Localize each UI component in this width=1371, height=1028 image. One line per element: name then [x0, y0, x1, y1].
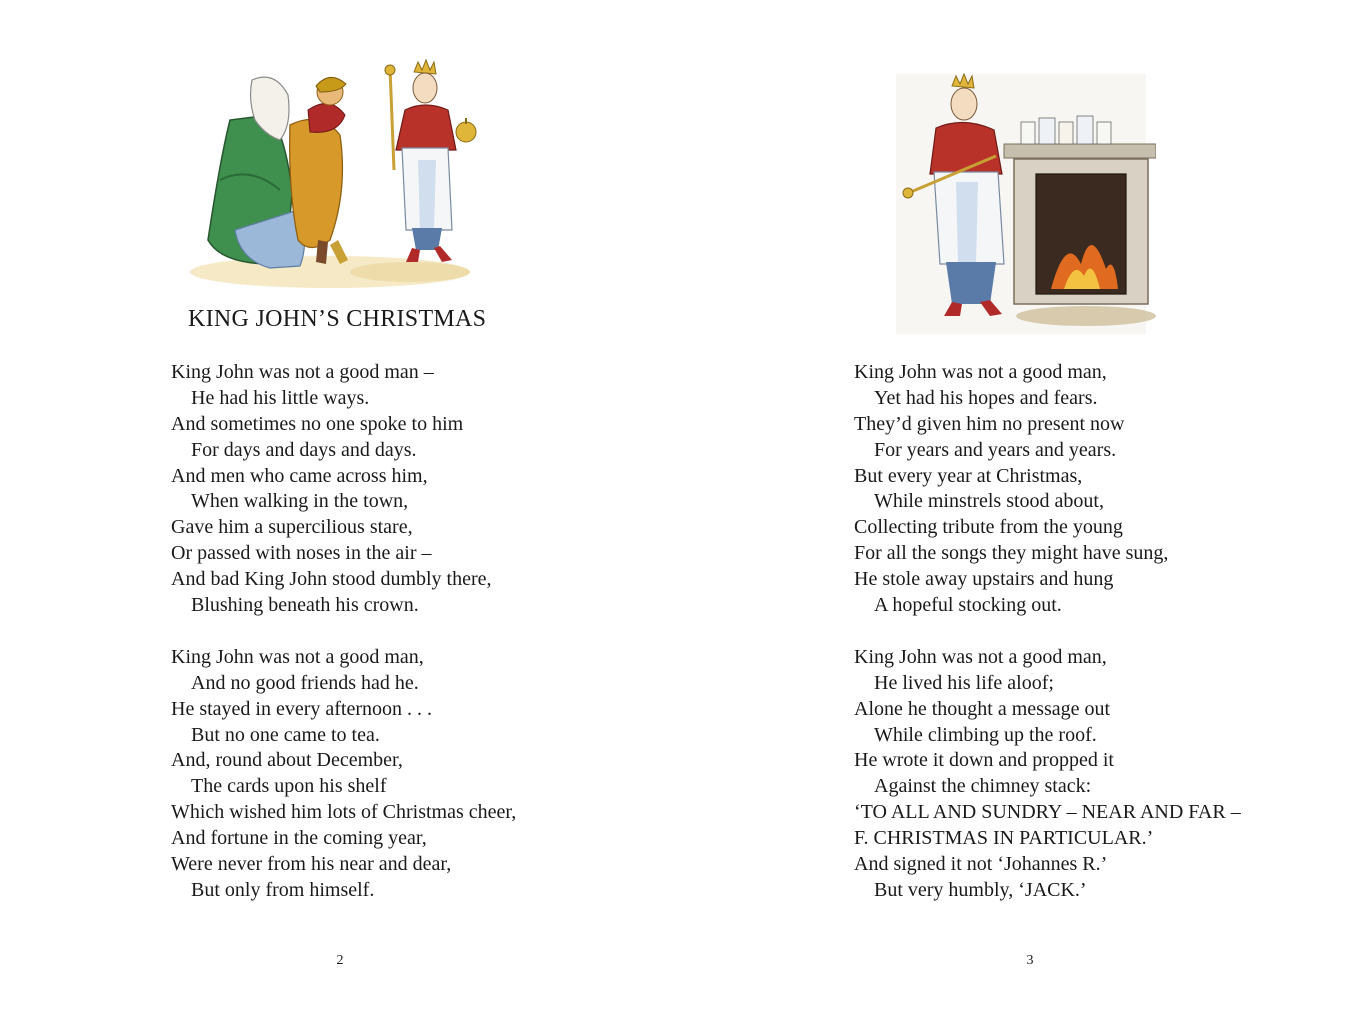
poem-line: But very humbly, ‘JACK.’: [874, 878, 1087, 901]
poem-line: He stole away upstairs and hung: [854, 568, 1114, 591]
stanza: [854, 360, 1241, 619]
poem-line: Blushing beneath his crown.: [191, 594, 419, 617]
poem-text-right: [854, 360, 1241, 904]
king-john-and-courtiers-illustration: [180, 40, 500, 300]
page-number: 2: [336, 953, 344, 968]
poem-line: Alone he thought a message out: [854, 697, 1111, 720]
poem-line: But every year at Christmas,: [854, 464, 1083, 487]
poem-line: Gave him a supercilious stare,: [171, 516, 413, 539]
poem-line: And, round about December,: [171, 749, 403, 772]
poem-line: When walking in the town,: [191, 490, 409, 513]
poem-line: But only from himself.: [191, 878, 375, 901]
poem-line: Against the chimney stack:: [874, 775, 1092, 798]
poem-line: F. CHRISTMAS IN PARTICULAR.’: [854, 827, 1154, 850]
poem-title: KING JOHN’S CHRISTMAS: [188, 306, 487, 332]
page-number: 3: [1026, 953, 1034, 968]
poem-line: Which wished him lots of Christmas cheer,: [171, 801, 517, 824]
poem-line: A hopeful stocking out.: [874, 594, 1062, 617]
poem-line: And bad King John stood dumbly there,: [171, 568, 492, 591]
poem-line: And men who came across him,: [171, 464, 428, 487]
poem-line: ‘TO ALL AND SUNDRY – NEAR AND FAR –: [854, 801, 1241, 824]
poem-line: For all the songs they might have sung,: [854, 542, 1169, 565]
poem-line: And no good friends had he.: [191, 671, 419, 694]
poem-line: He had his little ways.: [191, 386, 370, 409]
poem-line: He lived his life aloof;: [874, 671, 1054, 694]
stanza: [854, 645, 1241, 904]
poem-line: While minstrels stood about,: [874, 490, 1104, 513]
poem-text-left: [171, 360, 516, 904]
stanza: [171, 645, 516, 904]
poem-line: And sometimes no one spoke to him: [171, 412, 464, 435]
king-john-at-fireplace-illustration: [886, 64, 1156, 349]
stanza: [171, 360, 516, 619]
poem-line: King John was not a good man,: [854, 645, 1107, 668]
poem-line: The cards upon his shelf: [191, 775, 387, 798]
poem-line: King John was not a good man –: [171, 361, 434, 383]
poem-line: Were never from his near and dear,: [171, 853, 452, 876]
poem-line: King John was not a good man,: [171, 645, 424, 668]
poem-line: King John was not a good man,: [854, 361, 1107, 383]
poem-line: For years and years and years.: [874, 438, 1117, 461]
poem-line: And fortune in the coming year,: [171, 827, 427, 850]
poem-line: For days and days and days.: [191, 438, 417, 461]
poem-line: While climbing up the roof.: [874, 723, 1097, 746]
poem-line: And signed it not ‘Johannes R.’: [854, 853, 1108, 876]
poem-line: Or passed with noses in the air –: [171, 542, 432, 565]
poem-line: Yet had his hopes and fears.: [874, 386, 1098, 409]
poem-line: He wrote it down and propped it: [854, 749, 1114, 772]
right-page: [686, 0, 1371, 1028]
poem-line: Collecting tribute from the young: [854, 516, 1123, 539]
left-page: [0, 0, 685, 1028]
poem-line: They’d given him no present now: [854, 412, 1125, 435]
poem-line: He stayed in every afternoon . . .: [171, 697, 433, 720]
poem-line: But no one came to tea.: [191, 723, 380, 746]
